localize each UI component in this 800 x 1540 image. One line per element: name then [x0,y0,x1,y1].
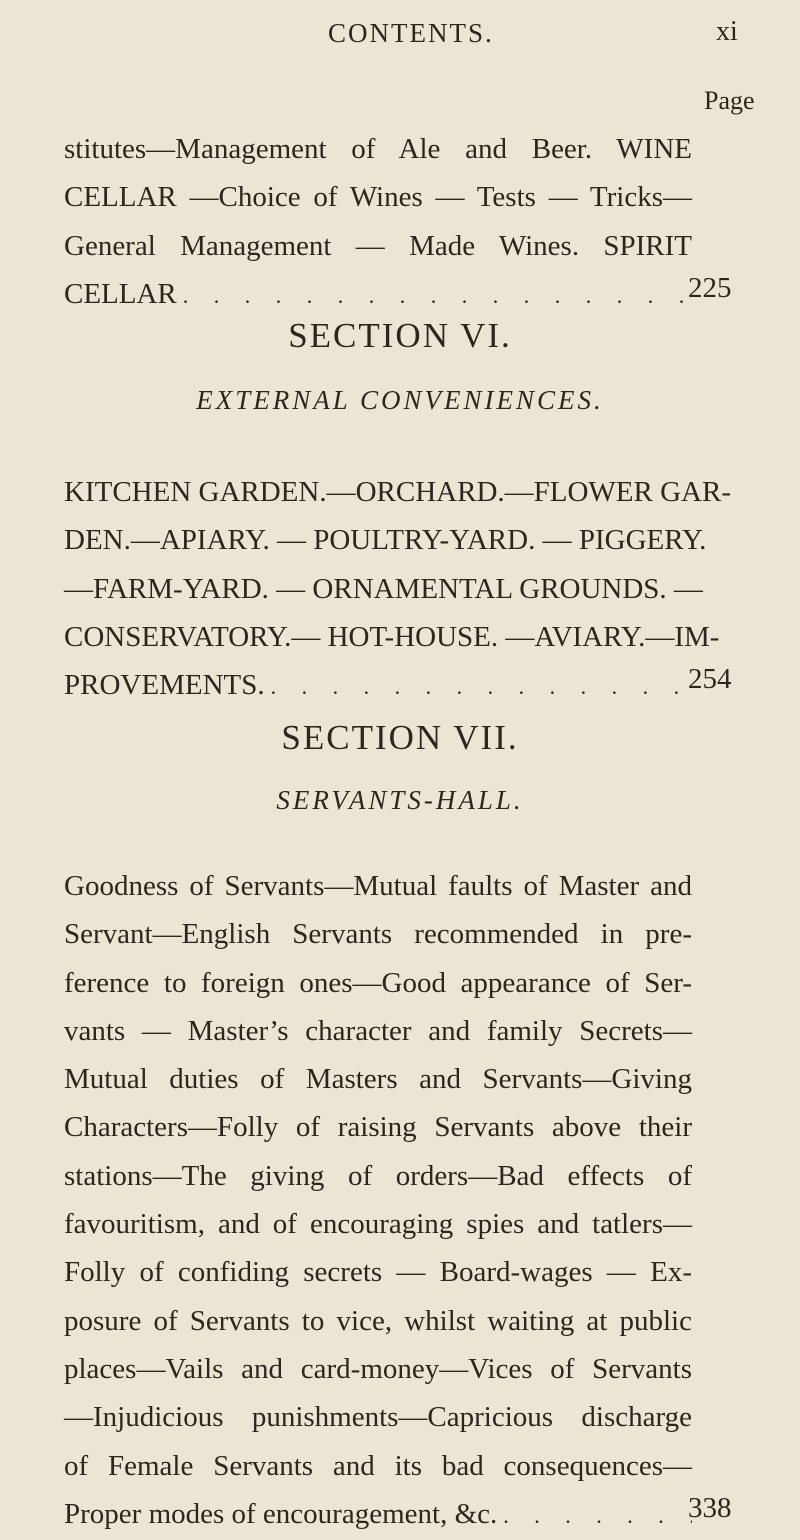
entry-line: —FARM-YARD. — ORNAMENTAL GROUNDS. — [64,572,703,605]
entry-line: vants — Master’s character and family Secrets— [64,1014,692,1047]
entry-line: KITCHEN GARDEN.—ORCHARD.—FLOWER GAR- [64,476,731,508]
entry-line: places—Vails and card-money—Vices of Servants [64,1352,692,1385]
entry-line: Goodness of Servants—Mutual faults of Master and [64,870,692,902]
entry-line: stitutes—Management of Ale and Beer. WINE [64,133,692,165]
contents-entry-cellar [64,125,692,320]
entry-line: CELLAR [64,277,177,310]
entry-page-number: 254 [688,663,732,695]
entry-line: posure of Servants to vice, whilst waiting at public [64,1304,692,1337]
entry-line: Mutual duties of Masters and Servants—Giving [64,1063,692,1096]
entry-line: of Female Servants and its bad consequences— [64,1449,692,1482]
dot-leader [503,1492,692,1540]
page-column-label: Page [704,86,755,115]
entry-line: Characters—Folly of raising Servants above their [64,1111,692,1144]
entry-line: Proper modes of encouragement, &c. [64,1497,498,1530]
entry-line: CELLAR —Choice of Wines — Tests — Tricks— [64,181,692,214]
entry-line: CONSERVATORY.— HOT-HOUSE. —AVIARY.—IM- [64,620,720,653]
entry-line: Folly of confiding secrets — Board-wages — Ex- [64,1256,692,1289]
entry-line: —Injudicious punishments—Capricious discharge [64,1401,692,1434]
dot-leader [271,663,692,711]
entry-line: stations—The giving of orders—Bad effects of [64,1159,692,1192]
entry-line: ference to foreign ones—Good appearance of Ser- [64,966,692,999]
entry-line: General Management — Made Wines. SPIRIT [64,229,692,262]
section-entry [64,862,692,1540]
section-heading: SECTION VII. [281,718,519,757]
entry-page-number: 225 [688,272,732,304]
section-subheading: SERVANTS-HALL. [276,785,524,815]
entry-page-number: 338 [688,1492,732,1524]
section-heading: SECTION VI. [288,316,512,355]
entry-last-line [64,1490,692,1540]
entry-last-line [64,270,692,320]
entry-line: Servant—English Servants recommended in pre- [64,918,692,951]
entry-line: PROVEMENTS. [64,669,265,702]
entry-line: DEN.—APIARY. — POULTRY-YARD. — PIGGERY. [64,524,707,557]
entry-last-line [64,661,692,711]
running-head: CONTENTS. [328,18,494,48]
page-folio: xi [716,16,738,47]
dot-leader [183,272,692,320]
section-subheading: EXTERNAL CONVENIENCES. [196,385,604,415]
entry-line: favouritism, and of encouraging spies and tatlers— [64,1208,692,1241]
